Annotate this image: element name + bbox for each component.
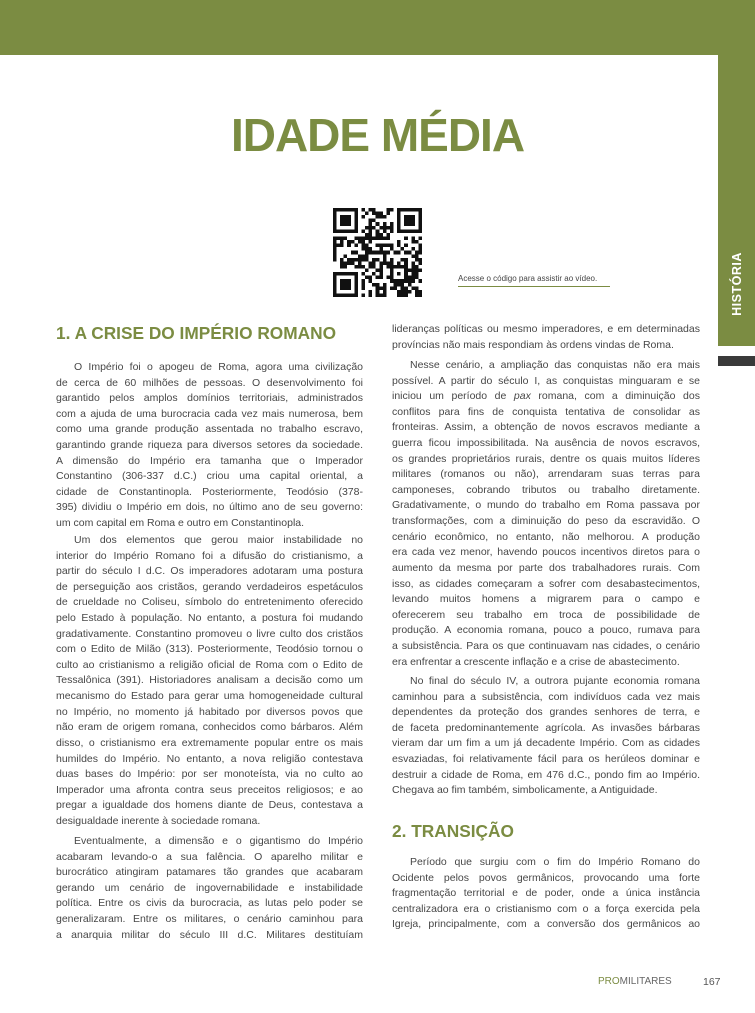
text-line: províncias não mais respondiam às ordens vindas de Roma. xyxy=(392,338,674,351)
text-line: garantindo grande riqueza para diversos setores da sociedade. xyxy=(56,439,363,452)
text-line: não eram de origem romana, conhecidos como bárbaros. Além xyxy=(56,721,363,734)
text-line: partir do século I d.C. Os imperadores adotaram uma postura xyxy=(56,565,363,578)
text-line: fragmentação territorial e de poder, onde a única instância xyxy=(392,887,700,900)
text-line: cidade de Constantinopla. Posteriormente, Teodósio (378- xyxy=(56,485,363,498)
text-line: dependentes da proteção dos grandes senhores de terra, e xyxy=(392,706,700,719)
text-line: um com capital em Roma e outro em Constantinopla. xyxy=(56,517,305,530)
text-line: gerando um cenário de ingovernabilidade e instabilidade xyxy=(56,881,363,894)
text-line: Tessalônica (391). Historiadores analisam a decisão como um xyxy=(56,674,363,687)
text-line: Período que surgiu com o fim do Império Romano do xyxy=(410,856,700,868)
text-line: burocrático atingiram patamares tão grandes que acabaram xyxy=(56,866,363,879)
text-line: conflitos para fins de conquista tentativa de consolidar as xyxy=(392,405,700,418)
text-line: no Império, no momento já habitado por diversos povos que xyxy=(56,705,363,718)
text-line: militares (romanos ou não), arrendaram suas terras para xyxy=(392,468,700,481)
text-line: humildes do Império. No entanto, a nova religião contestava xyxy=(56,752,363,765)
text-segment: romana, com a diminuição dos xyxy=(530,390,700,403)
text-line: culto ao cristianismo a religião oficial de Roma com o Edito de xyxy=(56,658,363,671)
text-line: garantido pelos amplos domínios territoriais, administrados xyxy=(56,392,363,405)
text-line: Imperador uma afronta contra seus preceitos religiosos; e ao xyxy=(56,783,363,796)
text-line: levando muitos homens a migrarem para o campo e xyxy=(392,593,700,606)
section-tab xyxy=(718,55,755,346)
text-line: a subsistência. Para os que continuavam nas cidades, o cenário xyxy=(392,639,700,652)
text-line: como uma grande produção assentada no trabalho escravo, xyxy=(56,423,363,436)
text-line: isso, as cidades começaram a sofrer com desabastecimentos, xyxy=(392,577,700,590)
brand-militares: MILITARES xyxy=(619,976,672,987)
caption-underline xyxy=(458,286,610,287)
paragraph xyxy=(56,533,363,830)
qr-code-icon xyxy=(333,208,422,297)
text-segment: iniciou um período de xyxy=(392,390,514,403)
top-band xyxy=(0,0,755,55)
paragraph xyxy=(56,360,363,532)
italic-term: pax xyxy=(513,390,531,403)
text-line: acabaram levando-o a sua falência. O aparelho militar e xyxy=(56,850,363,863)
text-line: generalizaram. Entre os militares, o cenário caminhou para xyxy=(56,913,363,926)
text-line: Um dos elementos que gerou maior instabilidade no xyxy=(74,534,363,546)
text-line: os grandes proprietários rurais, dentre os quais muitos líderes xyxy=(392,452,700,465)
page-number: 167 xyxy=(703,976,721,988)
text-line: Igreja, principalmente, com a conversão dos germânicos ao xyxy=(392,918,700,931)
paragraph xyxy=(392,674,700,799)
text-line: possível. A partir do século I, as conquistas minguaram e se xyxy=(392,374,700,387)
text-line: aumento da mesma por parte dos trabalhadores rurais. Com xyxy=(392,561,700,574)
text-line: Chegava ao fim também, simbolicamente, a Antiguidade. xyxy=(392,784,658,797)
text-line: disso, o cristianismo era extremamente popular entre os mais xyxy=(56,736,363,749)
paragraph xyxy=(392,855,700,933)
section-heading-crise: 1. A CRISE DO IMPÉRIO ROMANO xyxy=(56,323,337,343)
text-line: gradativamente. Constantino promoveu o livre culto dos cristãos xyxy=(56,627,363,640)
text-line: A dimensão do Império era tamanha que o Imperador xyxy=(56,454,363,467)
text-line: produção. A economia romana, pouco a pouco, rumava para xyxy=(392,624,700,637)
text-line: Ocidente pelos povos germânicos, provocando uma forte xyxy=(392,871,700,884)
text-line: Gradativamente, o mundo do trabalho em Roma passava por xyxy=(392,499,700,512)
section-tab-marker xyxy=(718,356,755,366)
text-line: camponeses, cobrando tributos ou trabalho diretamente. xyxy=(392,483,700,496)
section-tab-label: HISTÓRIA xyxy=(729,252,744,316)
text-line: desigualdade inerente à sociedade romana. xyxy=(56,814,261,827)
text-line: caminhou para a subsistência, com indivíduos cada vez mais xyxy=(392,690,700,703)
text-line: com o Edito de Milão (313). Posteriormente, Teodósio tornou o xyxy=(56,643,363,656)
text-line: esvaziadas, foi relativamente fácil para os herúleos dominar e xyxy=(392,753,700,766)
paragraph xyxy=(392,358,700,670)
text-line: fronteiras. Assim, a obtenção de novos escravos mediante a xyxy=(392,421,700,434)
paragraph xyxy=(56,834,363,943)
text-line: Nesse cenário, a ampliação das conquistas não era mais xyxy=(410,359,700,371)
qr-caption: Acesse o código para assistir ao vídeo. xyxy=(458,274,598,283)
page-title: IDADE MÉDIA xyxy=(230,109,525,161)
text-line: Eventualmente, a dimensão e o gigantismo do Império xyxy=(74,835,363,847)
text-line: pregar a igualdade dos homens diante de Deus, contestava a xyxy=(56,799,363,812)
paragraph xyxy=(392,322,700,353)
text-line: O Império foi o apogeu de Roma, agora uma civilização xyxy=(74,361,363,373)
text-line: No final do século IV, a outrora pujante economia romana xyxy=(410,675,700,687)
text-line: era enfrentar a crescente inflação e a crise de abastecimento. xyxy=(392,655,680,668)
text-line: política. Entre os civis da burocracia, as lutas pelo poder se xyxy=(56,897,363,910)
qr-code-graphic xyxy=(333,208,422,297)
brand-pro: PRO xyxy=(598,976,620,987)
text-line: pelo Estado à população. No entanto, a postura foi mudando xyxy=(56,612,363,625)
text-line: interior do Império Romano foi a difusão do cristianismo, a xyxy=(56,549,363,562)
footer-brand xyxy=(598,975,672,989)
text-line xyxy=(392,389,700,405)
text-line: de faceta predominantemente agrícola. As invasões bárbaras xyxy=(392,721,700,734)
text-line: centralizadora era o cristianismo com o a força exercida pela xyxy=(392,902,700,915)
text-line: duas bases do Império: por ser monoteísta, via no culto ao xyxy=(56,768,363,781)
text-line: mecanismo do Estado para gerar uma homogeneidade cultural xyxy=(56,690,363,703)
text-line: destruir a cidade de Roma, em 476 d.C., pondo fim ao Império. xyxy=(392,768,700,781)
text-line: Constantino (306-337 d.C.) criou uma capital oriental, a xyxy=(56,470,363,483)
text-line: vieram dar um fim a um já decadente Império. Com as cidades xyxy=(392,737,700,750)
text-line: a anarquia militar do século III d.C. Militares destituíam xyxy=(56,928,363,941)
text-line: de cerca de 60 milhões de pessoas. O desenvolvimento foi xyxy=(56,376,363,389)
section-heading-transicao: 2. TRANSIÇÃO xyxy=(392,821,514,841)
text-line: de crueldade no Coliseu, símbolo do entretenimento oferecido xyxy=(56,596,363,609)
text-line: era cada vez menor, havendo poucos incentivos diretos para o xyxy=(392,546,700,559)
text-line: lideranças políticas ou mesmo imperadores, e em determinadas xyxy=(392,323,700,335)
text-line: cenário econômico, no entanto, não melhorou. A produção xyxy=(392,530,700,543)
text-line: guerra ficou impossibilitada. Na ausência de novos escravos, xyxy=(392,437,700,450)
text-line: transformações, com a diminuição do peso da escravidão. O xyxy=(392,515,700,528)
text-line: 395) dividiu o Império em dois, no último ano de seu governo: xyxy=(56,501,363,514)
text-line: com a ajuda de uma burocracia cada vez mais numerosa, bem xyxy=(56,407,363,420)
text-line: oferecerem seu trabalho em troca de possibilidade de xyxy=(392,608,700,621)
text-line: de perseguição aos cristãos, gerando verdadeiros espetáculos xyxy=(56,580,363,593)
